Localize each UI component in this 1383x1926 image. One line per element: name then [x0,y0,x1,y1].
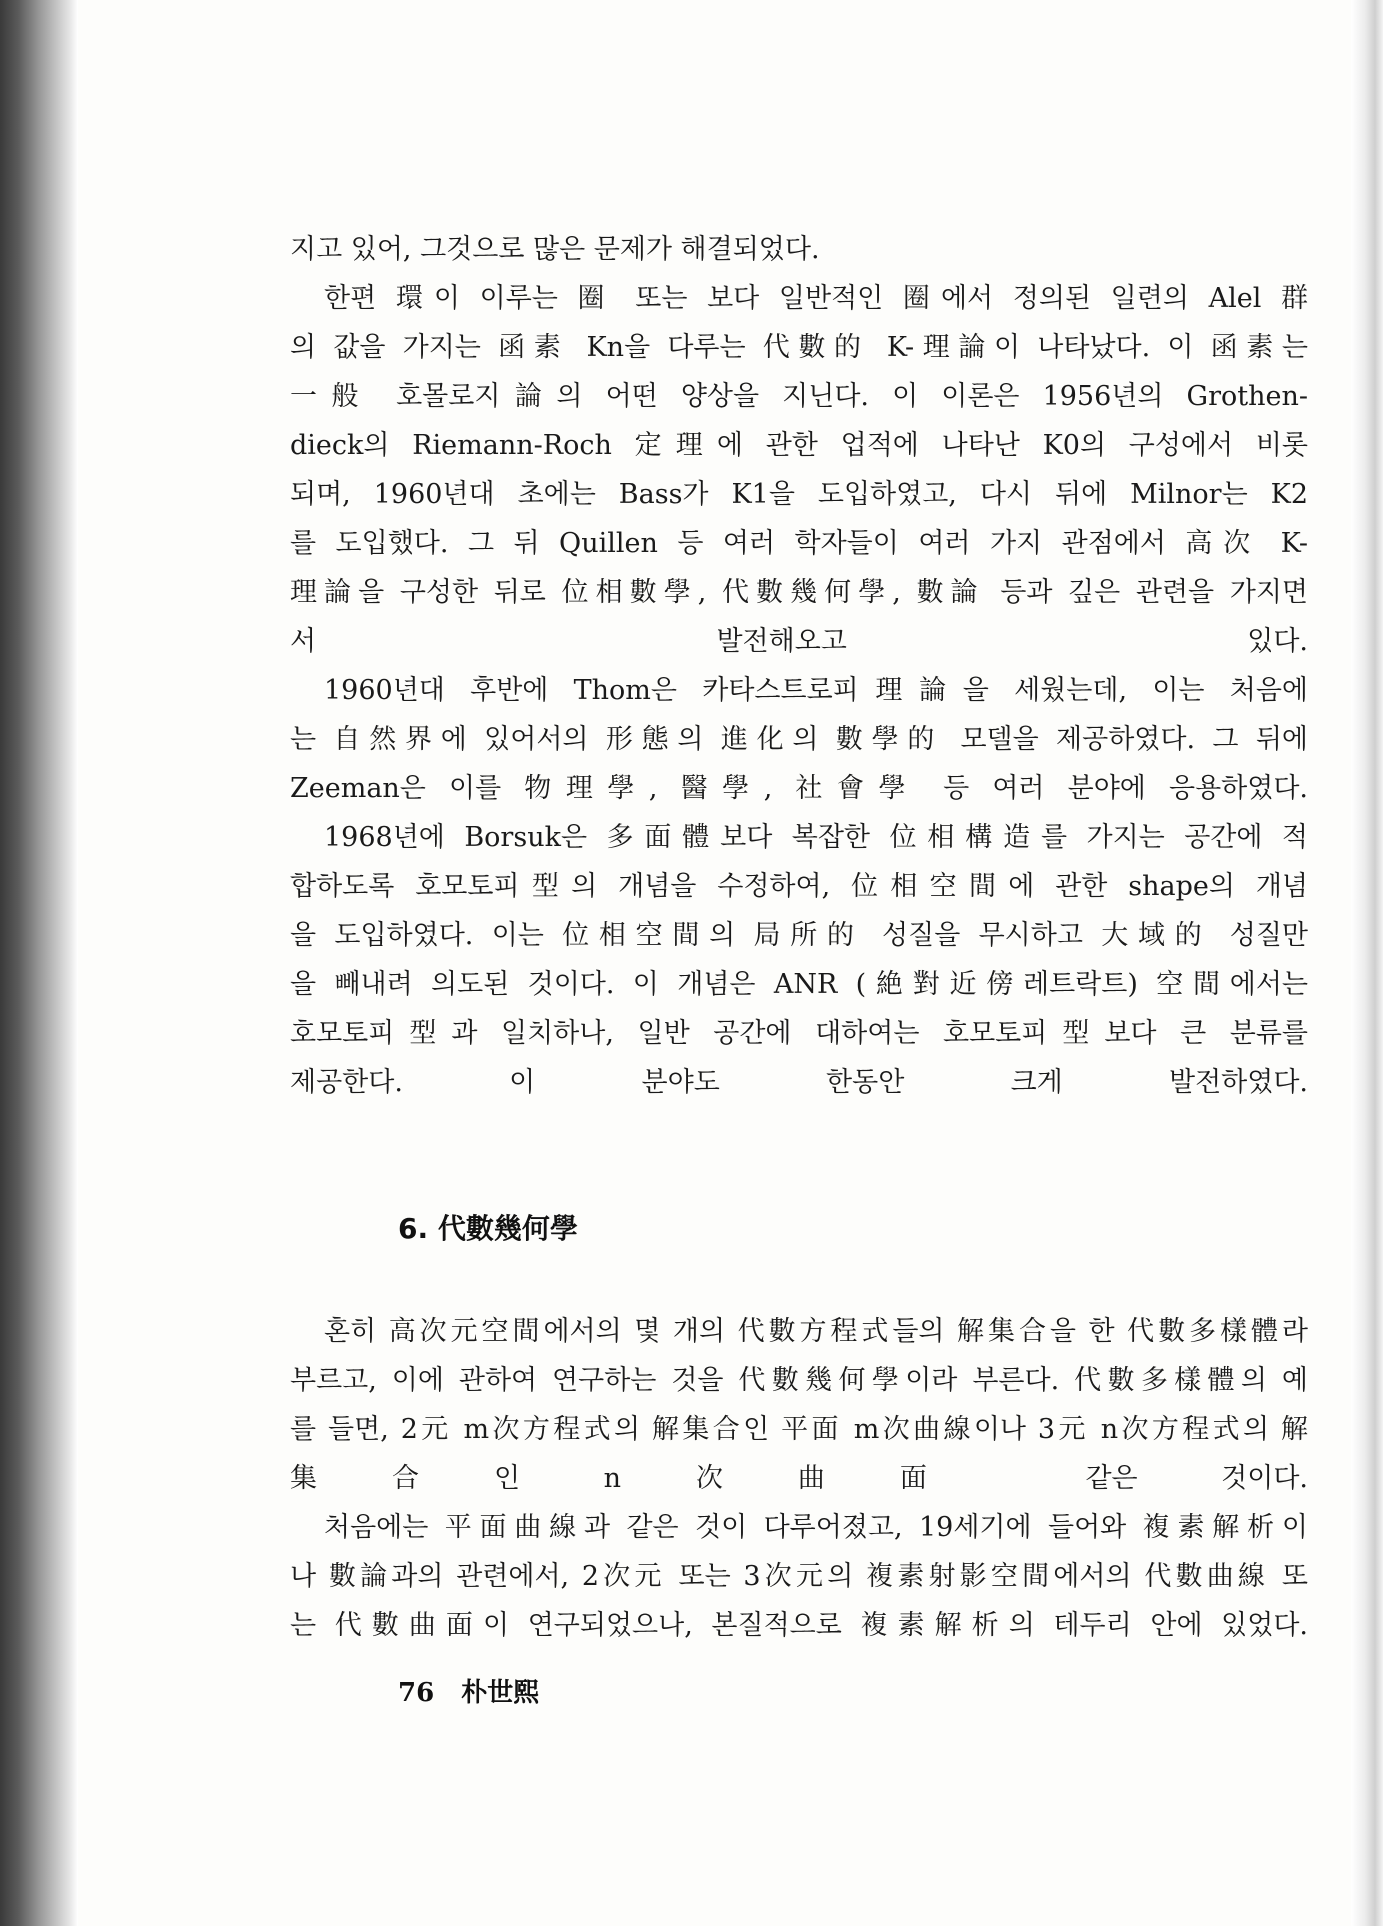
text-line: 부르고, 이에 관하여 연구하는 것을 代數幾何學이라 부른다. 代數多樣體의 예 [290,1365,1308,1396]
book-binding-shadow [0,0,78,1926]
text-line: 를 들면, 2元 m次方程式의 解集合인 平面 m次曲線이나 3元 n次方程式의 解 [290,1414,1308,1445]
body-text-bottom [290,1307,1308,1650]
text-line: 의 값을 가지는 函素 Kn을 다루는 代數的 K-理論이 나타났다. 이 函素는 [290,332,1308,363]
text-line: 처음에는 平面曲線과 같은 것이 다루어졌고, 19세기에 들어와 複素解析이 [324,1512,1308,1543]
text-line: dieck의 Riemann-Roch 定理에 관한 업적에 나타난 K0의 구성에서 비롯 [290,430,1308,461]
text-line: 集合인 n次曲面 같은 것이다. [290,1463,1308,1494]
text-line: 제공한다. 이 분야도 한동안 크게 발전하였다. [290,1067,1308,1098]
text-line: 호모토피型과 일치하나, 일반 공간에 대하여는 호모토피型보다 큰 분류를 [290,1018,1308,1049]
text-line: 을 빼내려 의도된 것이다. 이 개념은 ANR (絶對近傍레트락트) 空間에서는 [290,969,1308,1000]
book-page [78,0,1351,1926]
paragraph [290,666,1308,813]
paragraph [290,1307,1308,1503]
page-number: 76 [398,1678,435,1708]
text-line: 1960년대 후반에 Thom은 카타스트로피理論을 세웠는데, 이는 처음에 [324,675,1308,706]
text-line: 혼히 高次元空間에서의 몇 개의 代數方程式들의 解集合을 한 代數多樣體라 [324,1316,1308,1347]
text-line: 는 代數曲面이 연구되었으나, 본질적으로 複素解析의 테두리 안에 있었다. [290,1610,1308,1641]
paragraph [290,274,1308,666]
page-edge-shadow [1351,0,1383,1926]
text-line: 를 도입했다. 그 뒤 Quillen 등 여러 학자들이 여러 가지 관점에서 高次 K- [290,528,1308,559]
body-text-top [290,225,1308,1107]
text-line: 一般 호몰로지論의 어떤 양상을 지닌다. 이 이론은 1956년의 Grothen- [290,381,1308,412]
text-line: Zeeman은 이를 物理學, 醫學, 社會學 등 여러 분야에 응용하였다. [290,773,1308,804]
text-line: 한편 環이 이루는 圈 또는 보다 일반적인 圈에서 정의된 일련의 Alel 群 [324,283,1308,314]
text-line: 지고 있어, 그것으로 많은 문제가 해결되었다. [290,234,820,265]
running-author: 朴世熙 [461,1678,540,1708]
text-line: 을 도입하였다. 이는 位相空間의 局所的 성질을 무시하고 大域的 성질만 [290,920,1308,951]
text-line: 나 數論과의 관련에서, 2次元 또는 3次元의 複素射影空間에서의 代數曲線 또 [290,1561,1308,1592]
text-line: 되며, 1960년대 초에는 Bass가 K1을 도입하였고, 다시 뒤에 Milnor는 K2 [290,479,1308,510]
page-footer [398,1672,557,1709]
text-line: 서 발전해오고 있다. [290,626,1308,657]
text-line: 는 自然界에 있어서의 形態의 進化의 數學的 모델을 제공하였다. 그 뒤에 [290,724,1308,755]
text-line: 합하도록 호모토피型의 개념을 수정하여, 位相空間에 관한 shape의 개념 [290,871,1308,902]
text-line: 1968년에 Borsuk은 多面體보다 복잡한 位相構造를 가지는 공간에 적 [324,822,1308,853]
text-line: 理論을 구성한 뒤로 位相數學, 代數幾何學, 數論 등과 깊은 관련을 가지면 [290,577,1308,608]
paragraph [290,813,1308,1107]
paragraph [290,1503,1308,1650]
section-heading: 6. 代數幾何學 [398,1212,578,1245]
paragraph [290,225,1308,274]
